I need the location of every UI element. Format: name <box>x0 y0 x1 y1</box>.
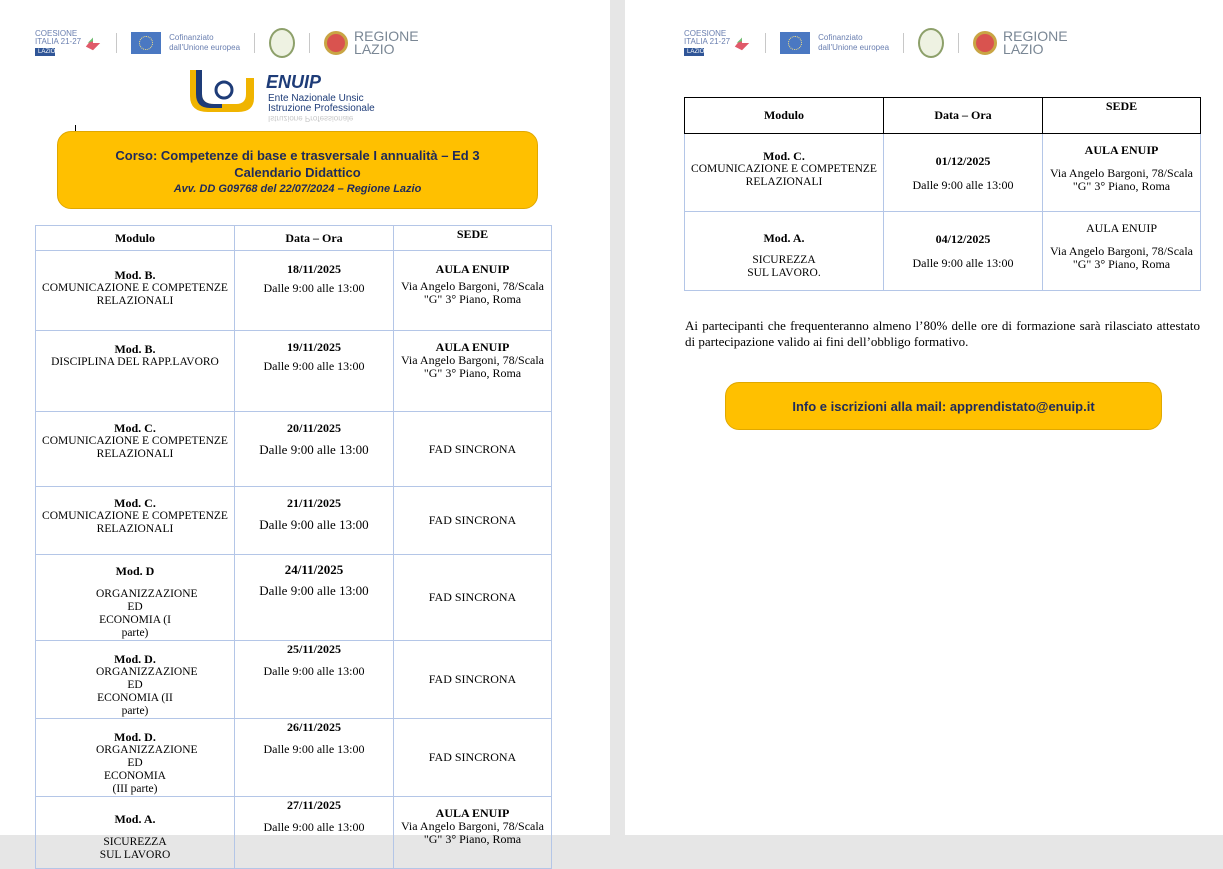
schedule-table <box>684 97 1201 291</box>
module-code: Mod. B. <box>114 342 156 356</box>
session-date: 24/11/2025 <box>284 562 344 577</box>
table-row <box>36 251 552 331</box>
regione-line2: LAZIO <box>354 41 395 57</box>
table-row <box>685 134 1201 212</box>
schedule-table <box>35 225 552 869</box>
session-date: 27/11/2025 <box>286 798 341 812</box>
regione-emblem-icon <box>324 31 348 55</box>
coesione-line1: COESIONE <box>35 29 78 38</box>
session-time: Dalle 9:00 alle 13:00 <box>259 442 369 457</box>
session-time: Dalle 9:00 alle 13:00 <box>912 256 1014 270</box>
regione-line2: LAZIO <box>1003 41 1044 57</box>
module-name: ORGANIZZAZIONE ED ECONOMIA (III parte) <box>96 744 198 795</box>
eu-line2: dall'Unione europea <box>818 43 890 52</box>
header-modulo: Modulo <box>685 98 884 134</box>
sede-address: FAD SINCRONA <box>428 513 517 527</box>
course-notice: Avv. DD G09768 del 22/07/2024 – Regione Lazio <box>173 183 422 195</box>
header-data-ora: Data – Ora <box>235 226 394 251</box>
module-name: ORGANIZZAZIONE ED ECONOMIA (II parte) <box>96 666 198 717</box>
module-name: COMUNICAZIONE E COMPETENZE RELAZIONALI <box>691 163 877 188</box>
module-name: COMUNICAZIONE E COMPETENZE RELAZIONALI <box>42 282 228 307</box>
course-banner <box>57 131 538 209</box>
sede-name: AULA ENUIP <box>435 806 510 820</box>
sede-name: AULA ENUIP <box>1086 221 1157 235</box>
sede-address: FAD SINCRONA <box>428 672 517 686</box>
table-row <box>36 719 552 797</box>
eu-line1: Cofinanziato <box>818 33 863 42</box>
header-sede: SEDE <box>394 226 552 251</box>
sede-address: FAD SINCRONA <box>428 750 517 764</box>
session-date: 01/12/2025 <box>935 154 991 168</box>
regione-line1: REGIONE <box>354 28 419 44</box>
module-code: Mod. C. <box>763 149 805 163</box>
sede-address: Via Angelo Bargoni, 78/Scala "G" 3° Piano, Roma <box>400 353 545 380</box>
eu-flag-icon <box>131 32 161 54</box>
session-date: 18/11/2025 <box>286 262 341 276</box>
header-modulo: Modulo <box>36 226 235 251</box>
coesione-line2: ITALIA 21-27 <box>684 37 731 46</box>
session-time: Dalle 9:00 alle 13:00 <box>912 178 1014 192</box>
regione-emblem-icon <box>973 31 997 55</box>
enuip-sub2: Istruzione Professionale <box>268 103 375 114</box>
session-date: 04/12/2025 <box>935 232 991 246</box>
module-code: Mod. B. <box>114 268 156 282</box>
table-row <box>36 797 552 869</box>
regione-line1: REGIONE <box>1003 28 1068 44</box>
module-name: COMUNICAZIONE E COMPETENZE RELAZIONALI <box>42 435 228 460</box>
divider <box>958 33 959 53</box>
course-title: Corso: Competenze di base e trasversale I annualità – Ed 3 <box>115 148 480 163</box>
session-time: Dalle 9:00 alle 13:00 <box>263 820 365 834</box>
module-name: COMUNICAZIONE E COMPETENZE RELAZIONALI <box>42 510 228 535</box>
session-date: 19/11/2025 <box>286 340 341 354</box>
table-row <box>36 412 552 487</box>
eu-cofinanziato-logo <box>780 32 889 54</box>
module-code: Mod. A. <box>114 812 156 826</box>
coesione-tag: LAZIO <box>684 48 704 56</box>
divider <box>309 33 310 53</box>
divider <box>254 33 255 53</box>
coesione-tag: LAZIO <box>35 48 55 56</box>
regione-lazio-logo <box>324 30 419 56</box>
divider <box>903 33 904 53</box>
module-code: Mod. D <box>115 564 155 578</box>
sede-address: FAD SINCRONA <box>428 441 517 456</box>
session-date: 26/11/2025 <box>286 720 341 734</box>
coesione-logo <box>684 30 751 56</box>
header-logos <box>35 26 419 60</box>
module-name: ORGANIZZAZIONE ED ECONOMIA (I parte) <box>96 588 198 639</box>
divider <box>116 33 117 53</box>
document-page-2 <box>625 0 1223 835</box>
attestato-paragraph: Ai partecipanti che frequenteranno almeno l’80% delle ore di formazione sarà rilasciato attestato di partecipazione valido ai fini dell’obbligo formativo. <box>685 318 1200 349</box>
module-code: Mod. C. <box>114 496 156 510</box>
session-date: 21/11/2025 <box>286 496 341 510</box>
eu-cofinanziato-logo <box>131 32 240 54</box>
enuip-reflection: Istruzione Professionale <box>268 114 354 123</box>
session-time: Dalle 9:00 alle 13:00 <box>263 664 365 678</box>
header-logos <box>684 26 1068 60</box>
session-time: Dalle 9:00 alle 13:00 <box>259 517 369 532</box>
coesione-line2: ITALIA 21-27 <box>35 37 82 46</box>
italian-republic-emblem-icon <box>918 28 944 58</box>
table-row <box>36 487 552 555</box>
sede-address: FAD SINCRONA <box>428 590 517 604</box>
eu-flag-icon <box>780 32 810 54</box>
coesione-line1: COESIONE <box>684 29 727 38</box>
session-time: Dalle 9:00 alle 13:00 <box>263 359 365 373</box>
eu-line2: dall'Unione europea <box>169 43 241 52</box>
sede-name: AULA ENUIP <box>435 262 510 276</box>
course-subtitle: Calendario Didattico <box>234 165 361 180</box>
sede-address: Via Angelo Bargoni, 78/Scala "G" 3° Piano, Roma <box>1049 244 1194 271</box>
coesione-logo <box>35 30 102 56</box>
divider <box>765 33 766 53</box>
table-row <box>36 331 552 412</box>
enuip-logo <box>186 64 396 122</box>
sede-address: Via Angelo Bargoni, 78/Scala "G" 3° Piano, Roma <box>400 279 545 306</box>
module-code: Mod. C. <box>114 421 156 435</box>
module-code: Mod. A. <box>763 231 805 245</box>
module-name: SICUREZZA SUL LAVORO <box>99 836 171 861</box>
enuip-sub1: Ente Nazionale Unsic <box>268 93 364 104</box>
session-time: Dalle 9:00 alle 13:00 <box>263 742 365 756</box>
info-banner: Info e iscrizioni alla mail: apprendistato@enuip.it <box>725 382 1162 430</box>
table-header-row <box>36 226 552 251</box>
module-name: SICUREZZA SUL LAVORO. <box>747 254 821 279</box>
document-page-1 <box>0 0 610 861</box>
module-name: DISCIPLINA DEL RAPP.LAVORO <box>51 356 219 368</box>
regione-lazio-logo <box>973 30 1068 56</box>
sede-address: Via Angelo Bargoni, 78/Scala "G" 3° Piano, Roma <box>400 819 545 846</box>
enuip-subtitle <box>268 94 375 114</box>
sede-name: AULA ENUIP <box>1084 143 1159 157</box>
module-code: Mod. D. <box>114 730 156 744</box>
session-date: 25/11/2025 <box>286 642 341 656</box>
table-row <box>36 555 552 641</box>
coesione-arrow-icon <box>733 34 751 52</box>
session-date: 20/11/2025 <box>286 421 341 435</box>
coesione-arrow-icon <box>84 34 102 52</box>
session-time: Dalle 9:00 alle 13:00 <box>259 583 369 598</box>
module-code: Mod. D. <box>114 652 156 666</box>
sede-name: AULA ENUIP <box>435 340 510 354</box>
enuip-mark-icon <box>186 68 258 114</box>
eu-line1: Cofinanziato <box>169 33 214 42</box>
sede-address: Via Angelo Bargoni, 78/Scala "G" 3° Piano, Roma <box>1049 166 1194 193</box>
enuip-wordmark: ENUIP <box>266 72 322 92</box>
table-row <box>685 212 1201 291</box>
header-sede: SEDE <box>1043 98 1201 134</box>
italian-republic-emblem-icon <box>269 28 295 58</box>
header-data-ora: Data – Ora <box>884 98 1043 134</box>
session-time: Dalle 9:00 alle 13:00 <box>263 281 365 295</box>
table-row <box>36 641 552 719</box>
table-header-row <box>685 98 1201 134</box>
